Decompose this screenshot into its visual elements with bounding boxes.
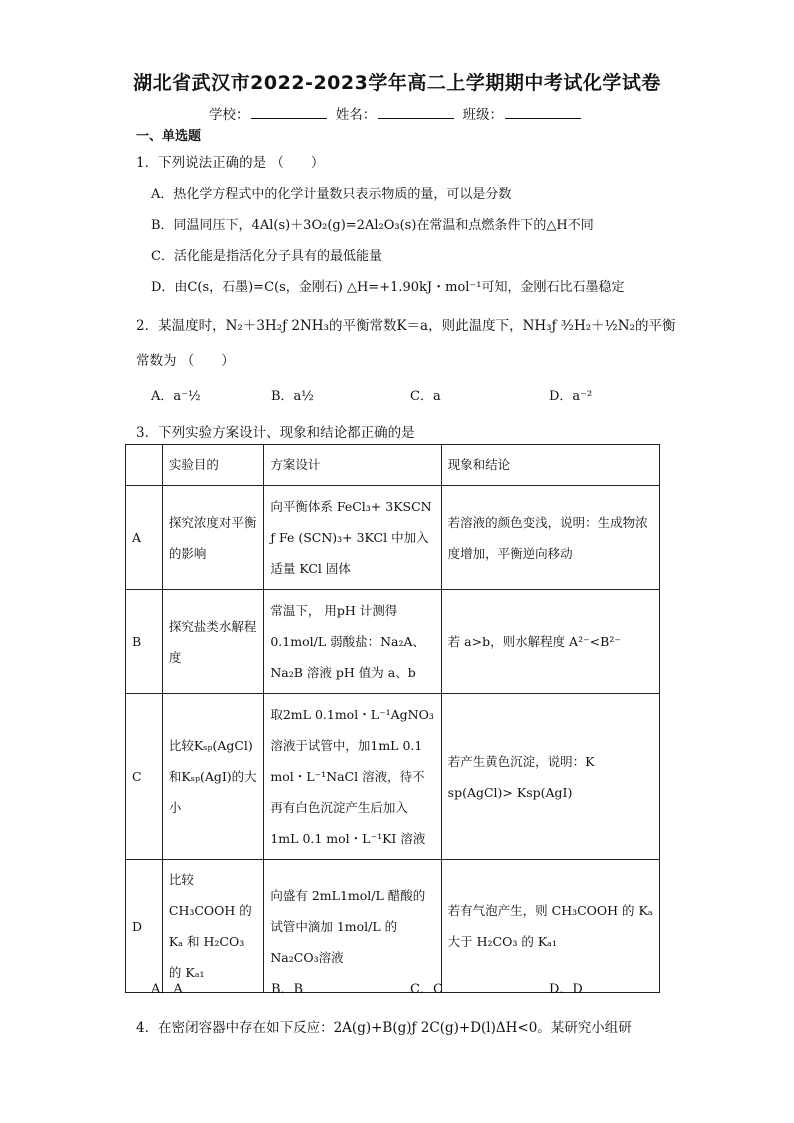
row-label: A xyxy=(126,486,163,590)
row-purpose: 探究浓度对平衡的影响 xyxy=(162,486,263,590)
row-purpose: 比较Kₛₚ(AgCl)和Kₛₚ(AgI)的大小 xyxy=(162,694,263,860)
table-row xyxy=(126,486,660,590)
school-label: 学校： xyxy=(208,107,250,123)
name-blank[interactable] xyxy=(378,106,454,119)
q2-option-b: B．a½ xyxy=(271,389,314,404)
table-row xyxy=(126,694,660,860)
q1-option-a: A．热化学方程式中的化学计量数只表示物质的量，可以是分数 xyxy=(151,187,512,202)
table-row xyxy=(126,860,660,993)
q2-stem-continued: 常数为 （ ） xyxy=(136,353,235,369)
row-result: 若溶液的颜色变浅，说明：生成物浓度增加，平衡逆向移动 xyxy=(441,486,659,590)
q1-option-d: D．由C(s，石墨)=C(s，金刚石) △H=+1.90kJ・mol⁻¹可知，金刚石比石墨稳定 xyxy=(151,280,625,295)
q3-option-b: B．B xyxy=(271,982,304,997)
q1-stem: 1．下列说法正确的是 （ ） xyxy=(136,155,325,171)
exam-title: 湖北省武汉市2022-2023学年高二上学期期中考试化学试卷 xyxy=(133,72,661,94)
q3-option-d: D．D xyxy=(549,982,583,997)
school-blank[interactable] xyxy=(251,106,327,119)
table-header-design: 方案设计 xyxy=(264,445,441,486)
student-info-line xyxy=(0,103,794,123)
row-label: B xyxy=(126,590,163,694)
row-design: 向平衡体系 FeCl₃+ 3KSCN ƒ Fe (SCN)₃+ 3KCl 中加入适量 KCl 固体 xyxy=(264,486,441,590)
table-header-purpose: 实验目的 xyxy=(162,445,263,486)
row-result: 若有气泡产生，则 CH₃COOH 的 Kₐ 大于 H₂CO₃ 的 Kₐ₁ xyxy=(441,860,659,993)
q2-option-c: C．a xyxy=(410,389,441,404)
table-header-row xyxy=(126,445,660,486)
table-row xyxy=(126,590,660,694)
row-label: C xyxy=(126,694,163,860)
q3-option-a: A．A xyxy=(151,982,183,997)
q3-option-c: C．C xyxy=(410,982,443,997)
q4-stem: 4．在密闭容器中存在如下反应：2A(g)+B(g)ƒ 2C(g)+D(l)ΔH<0。某研究小组研 xyxy=(136,1020,632,1036)
table-header-blank xyxy=(126,445,163,486)
row-label: D xyxy=(126,860,163,993)
q1-option-c: C．活化能是指活化分子具有的最低能量 xyxy=(151,249,382,264)
q2-option-d: D．a⁻² xyxy=(549,389,593,404)
q3-stem: 3．下列实验方案设计、现象和结论都正确的是 xyxy=(136,425,415,441)
row-result: 若 a>b，则水解程度 A²⁻<B²⁻ xyxy=(441,590,659,694)
row-design: 向盛有 2mL1mol/L 醋酸的试管中滴加 1mol/L 的 Na₂CO₃溶液 xyxy=(264,860,441,993)
row-design: 取2mL 0.1mol・L⁻¹AgNO₃溶液于试管中，加1mL 0.1 mol・L⁻¹NaCl 溶液，待不再有白色沉淀产生后加入 1mL 0.1 mol・L⁻¹KI 溶液 xyxy=(264,694,441,860)
section-heading: 一、单选题 xyxy=(136,129,202,144)
experiment-table xyxy=(125,444,660,993)
q2-stem: 2．某温度时，N₂＋3H₂ƒ 2NH₃的平衡常数K＝a，则此温度下，NH₃ƒ ³⁄₂H₂＋½N₂的平衡 xyxy=(136,318,676,334)
class-label: 班级： xyxy=(462,107,504,123)
name-label: 姓名： xyxy=(335,107,377,123)
row-purpose: 比较 CH₃COOH 的 Kₐ 和 H₂CO₃ 的 Kₐ₁ xyxy=(162,860,263,993)
row-purpose: 探究盐类水解程度 xyxy=(162,590,263,694)
class-blank[interactable] xyxy=(505,106,581,119)
row-result: 若产生黄色沉淀，说明：K sp(AgCl)> Ksp(AgI) xyxy=(441,694,659,860)
row-design: 常温下， 用pH 计测得 0.1mol/L 弱酸盐：Na₂A、Na₂B 溶液 pH 值为 a、b xyxy=(264,590,441,694)
table-header-result: 现象和结论 xyxy=(441,445,659,486)
q1-option-b: B．同温同压下，4Al(s)＋3O₂(g)=2Al₂O₃(s)在常温和点燃条件下的△H不同 xyxy=(151,218,594,233)
q2-option-a: A．a⁻½ xyxy=(151,389,201,404)
